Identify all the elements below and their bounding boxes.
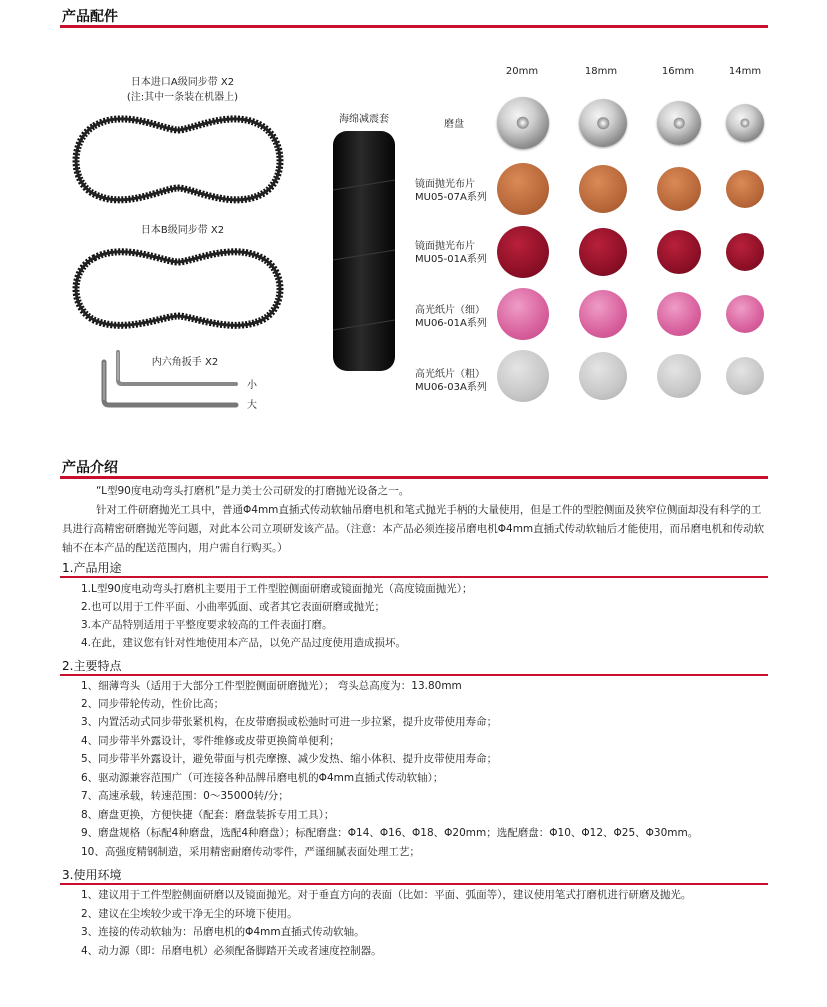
belt-b-label: 日本B级同步带 X2 xyxy=(140,225,225,236)
features-title-rule xyxy=(60,674,768,676)
wrench-small-label: 小 xyxy=(247,380,257,391)
usage-title-rule xyxy=(60,576,768,578)
row-label-text: 高光纸片（粗） xyxy=(415,369,485,380)
feature-item-7: 7、高速承载，转速范围：0～35000转/分； xyxy=(81,790,289,802)
row-label-mu06-03a xyxy=(415,368,487,394)
polish-cloth-mu05-07a-20mm xyxy=(497,163,549,215)
gloss-paper-mu06-01a-14mm xyxy=(726,295,764,333)
row-label-grinding-disc: 磨盘 xyxy=(444,119,464,130)
feature-item-4: 4、同步带半外露设计，零件维修或皮带更换简单便利； xyxy=(81,735,340,747)
usage-title: 1.产品用途 xyxy=(62,561,122,575)
row-label-code: MU06-03A系列 xyxy=(415,382,487,393)
polish-cloth-mu05-01a-14mm xyxy=(726,233,764,271)
accessories-title-rule xyxy=(60,25,768,28)
size-header-14mm: 14mm xyxy=(728,66,762,77)
feature-item-9: 9、磨盘规格（标配4种磨盘，选配4种磨盘）；标配磨盘：Φ14、Φ16、Φ18、Φ20mm；选配磨盘：Φ10、Φ12、Φ25、Φ30mm。 xyxy=(81,827,699,839)
grinding-disc-18mm xyxy=(579,99,627,147)
size-header-20mm: 20mm xyxy=(505,66,539,77)
usage-item-1: 1.L型90度电动弯头打磨机主要用于工件型腔侧面研磨或镜面抛光（高度镜面抛光）； xyxy=(81,583,473,595)
intro-title-rule xyxy=(60,476,768,479)
accessories-title: 产品配件 xyxy=(62,9,118,25)
feature-item-1: 1、细薄弯头（适用于大部分工件型腔侧面研磨抛光）； 弯头总高度为：13.80mm xyxy=(81,680,462,692)
features-title: 2.主要特点 xyxy=(62,659,122,673)
polish-cloth-mu05-07a-18mm xyxy=(579,165,627,213)
wrench-large-label: 大 xyxy=(247,400,257,411)
polish-cloth-mu05-07a-16mm xyxy=(657,167,701,211)
intro-paragraph-2: 针对工件研磨抛光工具中，普通Φ4mm直插式传动软轴吊磨电机和笔式抛光手柄的大量使用，但是工件的型腔侧面及狭窄位侧面却没有科学的工具进行高精密研磨抛光等问题，对此本公司立项研发该产品。（注意：本产品必须连接吊磨电机Φ4mm直插式传动软轴后才能使用，而吊磨电机和传动软轴不在本产品的配送范围内，用户需自行购买。） xyxy=(62,504,765,554)
environment-title: 3.使用环境 xyxy=(62,868,122,882)
row-label-code: MU05-07A系列 xyxy=(415,192,487,203)
sponge-sleeve-label: 海绵减震套 xyxy=(339,114,389,125)
intro-title: 产品介绍 xyxy=(62,460,118,476)
feature-item-8: 8、磨盘更换，方便快捷（配套：磨盘装拆专用工具）； xyxy=(81,809,335,821)
polish-cloth-mu05-07a-14mm xyxy=(726,170,764,208)
environment-item-3: 3、连接的传动软轴为：吊磨电机的Φ4mm直插式传动软轴。 xyxy=(81,926,365,938)
hex-wrench-image xyxy=(96,348,246,418)
gloss-paper-mu06-01a-18mm xyxy=(579,290,627,338)
feature-item-5: 5、同步带半外露设计，避免带面与机壳摩擦、减少发热、缩小体积、提升皮带使用寿命； xyxy=(81,753,498,765)
environment-item-4: 4、动力源（即：吊磨电机）必须配备脚踏开关或者速度控制器。 xyxy=(81,945,382,957)
grinding-disc-20mm xyxy=(497,97,549,149)
usage-item-2: 2.也可以用于工件平面、小曲率弧面、或者其它表面研磨或抛光； xyxy=(81,601,386,613)
usage-item-3: 3.本产品特别适用于平整度要求较高的工件表面打磨。 xyxy=(81,619,333,631)
sponge-sleeve-image xyxy=(332,130,396,372)
belt-a-label: 日本进口A级同步带 X2 xyxy=(130,77,235,88)
grinding-disc-14mm xyxy=(726,104,764,142)
size-header-18mm: 18mm xyxy=(584,66,618,77)
belt-a-note: (注:其中一条装在机器上) xyxy=(126,92,239,103)
polish-cloth-mu05-01a-20mm xyxy=(497,226,549,278)
row-label-text: 镜面抛光布片 xyxy=(415,241,475,252)
usage-item-4: 4.在此，建议您有针对性地使用本产品，以免产品过度使用造成损坏。 xyxy=(81,637,407,649)
size-header-16mm: 16mm xyxy=(661,66,695,77)
row-label-code: MU06-01A系列 xyxy=(415,318,487,329)
feature-item-2: 2、同步带轮传动，性价比高； xyxy=(81,698,225,710)
feature-item-6: 6、驱动源兼容范围广（可连接各种品牌吊磨电机的Φ4mm直插式传动软轴）； xyxy=(81,772,444,784)
environment-item-1: 1、建议用于工件型腔侧面研磨以及镜面抛光。对于垂直方向的表面（比如：平面、弧面等），建议使用笔式打磨机进行研磨及抛光。 xyxy=(81,889,692,901)
grinding-disc-16mm xyxy=(657,101,701,145)
feature-item-3: 3、内置活动式同步带张紧机构，在皮带磨损或松弛时可进一步拉紧，提升皮带使用寿命； xyxy=(81,716,498,728)
row-label-code: MU05-01A系列 xyxy=(415,254,487,265)
gloss-paper-mu06-03a-20mm xyxy=(497,350,549,402)
timing-belt-b-image xyxy=(64,238,292,338)
gloss-paper-mu06-01a-16mm xyxy=(657,292,701,336)
gloss-paper-mu06-03a-14mm xyxy=(726,357,764,395)
row-label-mu05-01a xyxy=(415,240,487,266)
row-label-text: 高光纸片（细） xyxy=(415,305,485,316)
intro-paragraph-1: “L型90度电动弯头打磨机”是力美士公司研发的打磨抛光设备之一。 xyxy=(96,485,410,497)
row-label-mu06-01a xyxy=(415,304,487,330)
polish-cloth-mu05-01a-18mm xyxy=(579,228,627,276)
polish-cloth-mu05-01a-16mm xyxy=(657,230,701,274)
gloss-paper-mu06-03a-16mm xyxy=(657,354,701,398)
row-label-text: 镜面抛光布片 xyxy=(415,179,475,190)
environment-title-rule xyxy=(60,883,768,885)
wrench-label: 内六角扳手 X2 xyxy=(151,357,219,368)
gloss-paper-mu06-01a-20mm xyxy=(497,288,549,340)
environment-item-2: 2、建议在尘埃较少或干净无尘的环境下使用。 xyxy=(81,908,298,920)
feature-item-10: 10、高强度精钢制造，采用精密耐磨传动零件，严谨细腻表面处理工艺； xyxy=(81,846,420,858)
row-label-mu05-07a xyxy=(415,178,487,204)
timing-belt-a-image xyxy=(64,104,292,214)
gloss-paper-mu06-03a-18mm xyxy=(579,352,627,400)
